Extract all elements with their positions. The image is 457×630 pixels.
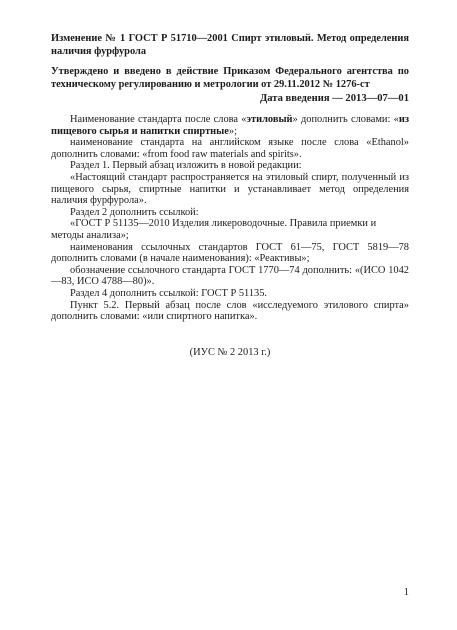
ius-reference: (ИУС № 2 2013 г.) — [189, 347, 271, 358]
paragraph-reference-names: наименования ссылочных стандартов ГОСТ 61—75, ГОСТ 5819—78 дополнить словами (в начале наименования): «Реактивы»; — [51, 241, 409, 265]
paragraph-english-title: наименование стандарта на английском языке после слова «Ethanol» дополнить словами: «from food raw materials and spirits». — [51, 137, 409, 160]
text-run: » дополнить словами: « — [292, 114, 399, 125]
text-run: »; — [228, 125, 237, 137]
paragraph-section-1: Раздел 1. Первый абзац изложить в новой редакции: — [70, 160, 302, 172]
paragraph-title-change — [51, 114, 409, 137]
paragraph-clause-5-2: Пункт 5.2. Первый абзац после слов «исследуемого этилового спирта» дополнить словами: «или спиртного напитка». — [51, 299, 409, 323]
amendment-body — [51, 114, 409, 323]
effective-date: Дата введения — 2013—07—01 — [259, 93, 409, 104]
bold-run: этиловый — [246, 114, 293, 125]
bold-run: из пищевого сырья и напитки спиртные — [51, 114, 409, 137]
amendment-title: Изменение № 1 ГОСТ Р 51710—2001 Спирт этиловый. Метод определения наличия фурфурола — [51, 33, 409, 57]
paragraph-scope: «Настоящий стандарт распространяется на этиловый спирт, полученный из пищевого сырья, спиртные напитки и устанавливает метод определения наличия фурфурола». — [51, 171, 409, 207]
paragraph-section-4: Раздел 4 дополнить ссылкой: ГОСТ Р 51135. — [70, 287, 268, 299]
page-number: 1 — [403, 587, 409, 598]
paragraph-reference-designation: обозначение ссылочного стандарта ГОСТ 1770—74 дополнить: «(ИСО 1042—83, ИСО 4788—80)». — [51, 264, 409, 288]
paragraph-reference: «ГОСТ Р 51135—2010 Изделия ликероводочные. Правила приемки и методы анализа»; — [51, 218, 377, 241]
paragraph-section-2: Раздел 2 дополнить ссылкой: — [70, 206, 199, 218]
approval-statement: Утверждено и введено в действие Приказом Федерального агентства по техническому регулированию и метрологии от 29.11.2012 № 1276-ст — [51, 66, 409, 90]
text-run: Наименование стандарта после слова « — [70, 114, 247, 125]
